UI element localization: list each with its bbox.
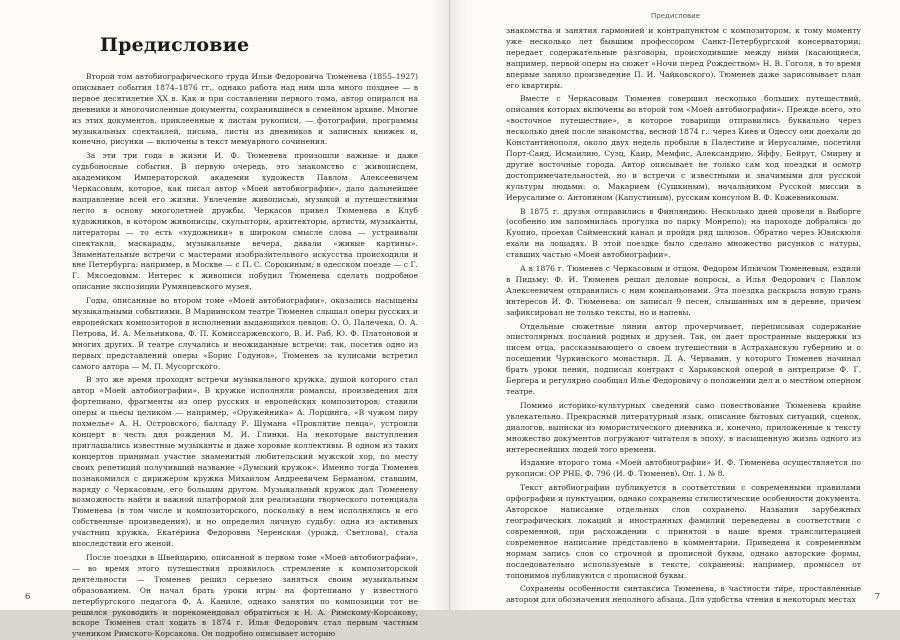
paragraph: Вместе с Черкасовым Тюменев совершил несколько больших путешествий, описания которых включены во второй том «Моей автобиографии». Прежде всего, это «восточное путешествие», в которое товарищи отправились буквально через несколько дней после знакомства, весной 1874 г.: через Киев и Одессу они доехали до Константинополя, около двух недель пробыли в Палестине и Иерусалиме, посетили Порт-Саид, Исмаилию, Суэц, Каир, Мемфис, Александрию, Яффу, Бейрут, Смирну и другие восточные города. Автор описывает не только сам ход поездки и осмотр достопримечательностей, но и встречи с известными и значимыми для русской культуры людьми: о. Макарием (Сушкиным), начальником Русской миссии в Иерусалиме о. Антонином (Капустиным), русским консулом В. Ф. Кожевниковым. [506, 94, 861, 202]
gutter-shadow [431, 0, 449, 610]
paragraph: А в 1876 г. Тюменев с Черкасовым и отцом, Федором Ильичом Тюменевым, ездили в Пидьму: Ф. И. Тюменев решал деловые вопросы, а Илья Федорович с Павлом Алексеевичем отправились с ним компаньонами. Эта поездка раскрыла новую грань интересов И. Ф. Тюменева: он записал 9 песен, слышанных им в деревне, причем зафиксировал не только тексты, но и напевы. [506, 264, 861, 317]
paragraph: За эти три года в жизни И. Ф. Тюменева произошли важные и даже судьбоносные события. В первую очередь, это знакомство с живописцем, академиком Императорской академии художеств Павлом Алексеевичем Черкасовым, которое, как писал автор «Моей автобиографии», дало дальнейшее направление всей его жизни. Увлечение живописью, музыкой и путешествиями легло в основу многолетней дружбы. Черкасов привел Тюменева в Клуб художников, в котором живописцы, скульпторы, архитекторы, артисты, музыканты, литераторы — то есть «художники» в широком смысле слова — устраивали спектакли, маскарады, музыкальные вечера, давали «живые картины». Знаменательные встречи с мастерами изобразительного искусства происходили и вне Петербурга: например, в Москве — с П. С. Сорокиным; в одесском поезде — с Г. Г. Мясоедовым. Интерес к живописи побудил Тюменева сделать подробное описание экспозиции Румянцевского музея. [72, 151, 418, 292]
paragraph: Годы, описанные во втором томе «Моей автобиографии», оказались насыщены музыкальными событиями. В Мариинском театре Тюменев слышал оперы русских и европейских композиторов в исполнении выдающихся певцов: О. О. Палечека, О. А. Петрова, И. А. Мельникова, Ф. П. Комиссаржевского, В. И. Раб, Ю. Ф. Платоновой и многих других. В театре случались и неожиданные встречи: так, посетив одно из первых представлений оперы «Борис Годунов», Тюменев за кулисами встретил самого автора — М. П. Мусоргского. [72, 296, 418, 371]
page-number-right: 7 [874, 592, 880, 602]
page-number-left: 6 [25, 592, 31, 602]
paragraph: Издание второго тома «Моей автобиографии» И. Ф. Тюменева осуществляется по рукописи: ОР РНБ. Ф. 796 (И. Ф. Тюменев). Оп. 1. № 8. [506, 458, 861, 479]
running-head: Предисловие [651, 12, 700, 20]
paragraph: После поездки в Швейцарию, описанной в первом томе «Моей автобиографии», — во время этого путешествия проявилось стремление к композиторской деятельности — Тюменев решил серьезно заняться своим музыкальным образованием. Он начал брать уроки игры на фортепиано у известного петербургского педагога Ф. А. Каниле, однако занятия по композиции тот не решился руководить и порекомендовал обратиться к Н. А. Римскому-Корсакову, вскоре Тюменев стал ходить в 1874 г. Илья Федорович стал первым частным учеником Римского-Корсакова. Он подробно описывает историю [72, 552, 418, 639]
paragraph: Второй том автобиографического труда Ильи Федоровича Тюменева (1855–1927) описывает события 1874–1876 гг., однако работа над ним шла много позднее — в первое десятилетие XX в. Как и при составлении первого тома, автор опирался на дневники и многочисленные документы, сохранившиеся в семейном архиве. Многие из этих документов, приклеенные к листам рукописи, — фотографии, программы музыкальных спектаклей, письма, листы из дневников и записных книжек и, конечно, рисунки — включены в текст мемуарного сочинения. [72, 72, 418, 147]
paragraph: Помимо историко-культурных сведений само повествование Тюменева крайне увлекательно. Прекрасный литературный язык, описание бытовых ситуаций, сценок, диалогов, выписки из юмористического дневника и, конечно, приложенные к тексту множество документов погружают читателя в эпоху, в насыщенную жизнь одного из интереснейших людей того времени. [506, 400, 861, 454]
paragraph: Текст автобиографии публикуется в соответствии с современными правилами орфографии и пунктуации, однако сохранены стилистические особенности документа. Авторское написание отдельных слов сохранено. Названия зарубежных географических локаций и иностранных фамилий переведены в соответствии с современной, при расхождении с принятой в наше время транслитерацией современное написание представлено в комментарии. Приведена к современным нормам запись слов со строчной и прописной буквы, однако авторские формы, последовательно используемые в тексте, сохранены: например, промысел от топонимов публикуются с прописной буквы. [506, 483, 861, 580]
paragraph: Сохранены особенности синтаксиса Тюменева, в частности тире, проставленные автором для обозначения неполного абзаца. Для удобства чтения в некоторых местах [506, 584, 861, 605]
paragraph: В 1875 г. друзья отправились в Финляндию. Несколько дней провели в Выборге (особенно им запомнилась прогулка по парку Монрепо); на пароходе добрались до Куопио, проехав Сайменский канал и пройдя ряд шлюзов. Обратно через Ювяскюля ехали на лошадях. В этой поездке было сделано множество рисунков с натуры, ставших частью «Моей автобиографии». [506, 206, 861, 260]
gutter-shadow [451, 0, 469, 610]
page-heading: Предисловие [100, 34, 250, 56]
left-page-body [72, 72, 418, 639]
left-page [0, 0, 450, 639]
paragraph: Отдельные сюжетные линии автор прочерчивает, переписывая содержание эпистолярных посланий родных и друзей. Так, он дает пространные выдержки из писем отца, рассказывающего о своем путешествии в Астраханскую губернию и о посещении Чуркинского монастыря. Д. А. Червавин, у которого Тюменев начинал брать уроки пения, подписал контракт с Харьковской оперой в антрепризе Ф. Г. Бергера и регулярно сообщал Илье Федоровичу о положении дел и о местном оперном театре. [506, 321, 861, 396]
paragraph: знакомства и занятия гармонией и контрапунктом с композитором, к тому моменту уже несколько лет бывшим профессором Санкт-Петербургской консерватории; передает содержательные разговоры, происходившие между ними (касающиеся, например, первой оперы на сюжет «Ночи перед Рождеством» Н. В. Гоголя, в то время впервые заняло произведение П. И. Чайковского). Тюменев даже зарисовывает план его квартиры. [506, 26, 861, 90]
right-page [450, 0, 900, 610]
right-page-body [506, 26, 861, 605]
paragraph: В это же время проходят встречи музыкального кружка, душой которого стал автор «Моей автобиографии». В кружке исполняли романсы, произведения для фортепиано, фрагменты из опер русских и европейских композиторов; ставили оперы и пьесы целиком — например, «Оружейника» А. Лорцинга, «В чужом пиру похмелье» А. Н. Островского, балладу Р. Шумана «Проклятие певца», устроили концерт в честь дня рождения М. И. Глинки. На некоторые выступления приглашались известные музыканты и даже хоровые коллективы. В одном из таких концертов принимал участие знаменитый любительский мужской хор, по месту своих репетиций получивший название «Думский кружок». Именно тогда Тюменев познакомился с дирижером кружка Михаилом Андреевичем Берманом, ставшим, наряду с Черкасовым, его большим другом. Музыкальный кружок дал Тюменеву возможность найти и важной платформой для реализации творческого потенциала Тюменева (в том числе и композиторского, поскольку в нем исполнялись и его собственные произведения), и но определил личную судьбу: одна из активных участниц кружка, Екатерина Федоровна Черенская (урожд. Светлова), стала впоследствии его женой. [72, 375, 418, 549]
